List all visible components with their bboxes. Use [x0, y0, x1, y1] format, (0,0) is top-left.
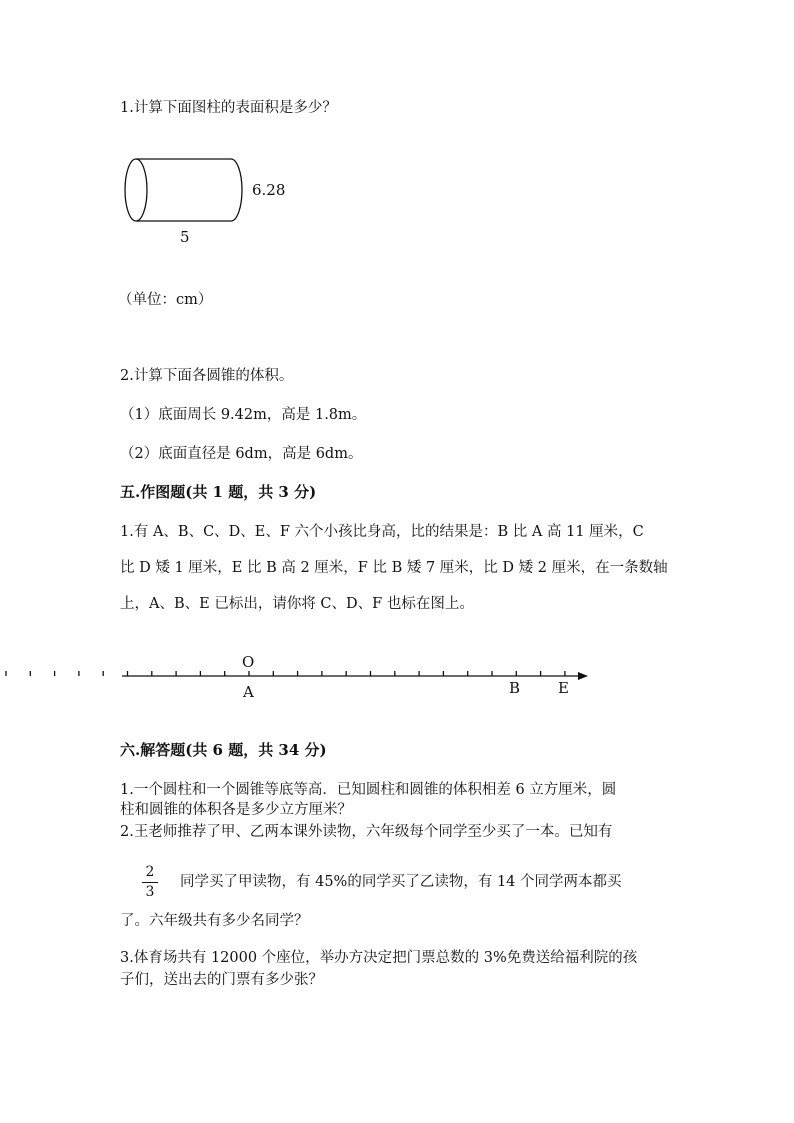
fraction-two-thirds — [140, 864, 160, 901]
section5-heading: 五.作图题(共 1 题，共 3 分) — [120, 483, 317, 501]
section6-q3-line1: 3.体育场共有 12000 个座位，举办方决定把门票总数的 3%免费送给福利院的孩 — [120, 950, 638, 966]
cylinder-length-label: 5 — [180, 228, 190, 246]
q2-item-1: （1）底面周长 9.42m，高是 1.8m。 — [120, 407, 367, 423]
unit-note: （单位：cm） — [118, 292, 213, 308]
section6-q2-line2: 同学买了甲读物，有 45%的同学买了乙读物，有 14 个同学两本都买 — [180, 874, 622, 890]
section6-q2-line3: 了。六年级共有多少名同学？ — [120, 913, 309, 929]
section6-q1-line1: 1.一个圆柱和一个圆锥等底等高．已知圆柱和圆锥的体积相差 6 立方厘米，圆 — [120, 782, 617, 798]
q2-cone-prompt: 2.计算下面各圆锥的体积。 — [120, 368, 294, 384]
point-b-label: B — [509, 679, 521, 697]
section5-q1-line1: 1.有 A、B、C、D、E、F 六个小孩比身高，比的结果是：B 比 A 高 11 厘米，C — [120, 524, 644, 540]
origin-label: O — [242, 653, 255, 671]
point-e-label: E — [558, 679, 569, 697]
q1-surface-prompt: 1.计算下面图柱的表面积是多少？ — [120, 100, 337, 116]
point-a-label: A — [243, 683, 254, 701]
fraction-numerator: 2 — [145, 864, 155, 880]
fraction-denominator: 3 — [145, 884, 155, 900]
q2-item-2: （2）底面直径是 6dm，高是 6dm。 — [120, 446, 363, 462]
cylinder-left-face — [125, 159, 147, 221]
section5-q1-line2: 比 D 矮 1 厘米，E 比 B 高 2 厘米，F 比 B 矮 7 厘米，比 D 矮 2 厘米，在一条数轴 — [120, 560, 668, 576]
section5-q1-line3: 上，A、B、E 已标出，请你将 C、D、F 也标在图上。 — [120, 596, 474, 612]
section6-q1-line2: 柱和圆锥的体积各是多少立方厘米？ — [120, 802, 352, 818]
fraction-bar — [142, 882, 158, 883]
cylinder-right-face — [231, 159, 242, 221]
section6-heading: 六.解答题(共 6 题，共 34 分) — [120, 741, 327, 759]
section6-q3-line2: 子们，送出去的门票有多少张？ — [120, 972, 323, 988]
number-line-arrow-icon — [578, 672, 588, 680]
cylinder-height-label: 6.28 — [252, 181, 286, 199]
section6-q2-line1: 2.王老师推荐了甲、乙两本课外读物，六年级每个同学至少买了一本。已知有 — [120, 824, 613, 840]
